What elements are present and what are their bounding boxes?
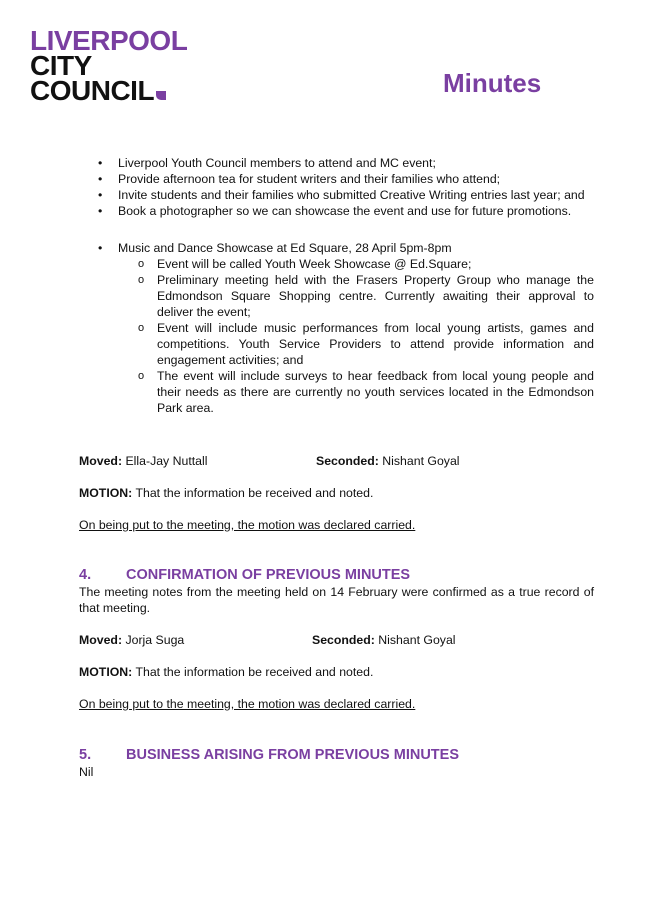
showcase-sub-list: [79, 256, 594, 416]
section-5-heading: [79, 746, 594, 764]
list-item: o The event will include surveys to hear feedback from local young people and their needs as there are currently no youth services located in the Edmondson Park area.: [79, 368, 594, 416]
section-title: BUSINESS ARISING FROM PREVIOUS MINUTES: [126, 747, 459, 763]
showcase-title: • Music and Dance Showcase at Ed Square, 28 April 5pm-8pm: [79, 240, 594, 256]
showcase-list: [79, 240, 594, 256]
moved-seconded-row: [79, 632, 594, 648]
section-title: CONFIRMATION OF PREVIOUS MINUTES: [126, 567, 411, 583]
section-4-heading: [79, 566, 594, 584]
moved-label: Moved:: [79, 454, 123, 468]
section-4-body: The meeting notes from the meeting held on 14 February were confirmed as a true record of that meeting.: [79, 585, 594, 615]
moved-seconded-row: [79, 453, 594, 469]
seconded-name: Nishant Goyal: [378, 633, 456, 647]
moved-label: Moved:: [79, 633, 123, 647]
logo-line-3: COUNCIL: [30, 75, 155, 106]
motion-text: That the information be received and noted.: [135, 486, 374, 500]
seconded-label: Seconded:: [312, 633, 375, 647]
logo-speech-mark-icon: [156, 91, 166, 100]
list-item: o Preliminary meeting held with the Frasers Property Group who manage the Edmondson Square Shopping centre. Currently awaiting their approval to deliver the event;: [79, 272, 594, 320]
moved-name: Jorja Suga: [125, 633, 185, 647]
logo-line-2: CITY: [30, 50, 92, 81]
seconded-label: Seconded:: [316, 454, 379, 468]
carried-note: On being put to the meeting, the motion was declared carried.: [79, 518, 416, 532]
document-body: [79, 155, 594, 780]
liverpool-city-council-logo: [30, 25, 210, 106]
motion-label: MOTION:: [79, 665, 133, 679]
list-item: o Event will include music performances from local young artists, games and competitions. Youth Service Providers to attend provide information and engagement activities; and: [79, 320, 594, 368]
section-5-body: Nil: [79, 765, 94, 779]
motion-text: That the information be received and noted.: [135, 665, 374, 679]
motion-label: MOTION:: [79, 486, 133, 500]
logo-line-1: LIVERPOOL: [30, 25, 188, 56]
moved-name: Ella-Jay Nuttall: [125, 454, 208, 468]
list-item: • Book a photographer so we can showcase the event and use for future promotions.: [79, 203, 594, 219]
list-item: • Provide afternoon tea for student writers and their families who attend;: [79, 171, 594, 187]
list-item: o Event will be called Youth Week Showcase @ Ed.Square;: [79, 256, 594, 272]
seconded-name: Nishant Goyal: [382, 454, 460, 468]
motion-line: [79, 485, 594, 501]
section-number: 5.: [79, 747, 92, 763]
section-number: 4.: [79, 567, 92, 583]
action-list: [79, 155, 594, 219]
page-title: Minutes: [443, 68, 542, 98]
list-item: • Invite students and their families who submitted Creative Writing entries last year; and: [79, 187, 594, 203]
carried-note: On being put to the meeting, the motion was declared carried.: [79, 697, 416, 711]
motion-line: [79, 664, 594, 680]
list-item: • Liverpool Youth Council members to attend and MC event;: [79, 155, 594, 171]
